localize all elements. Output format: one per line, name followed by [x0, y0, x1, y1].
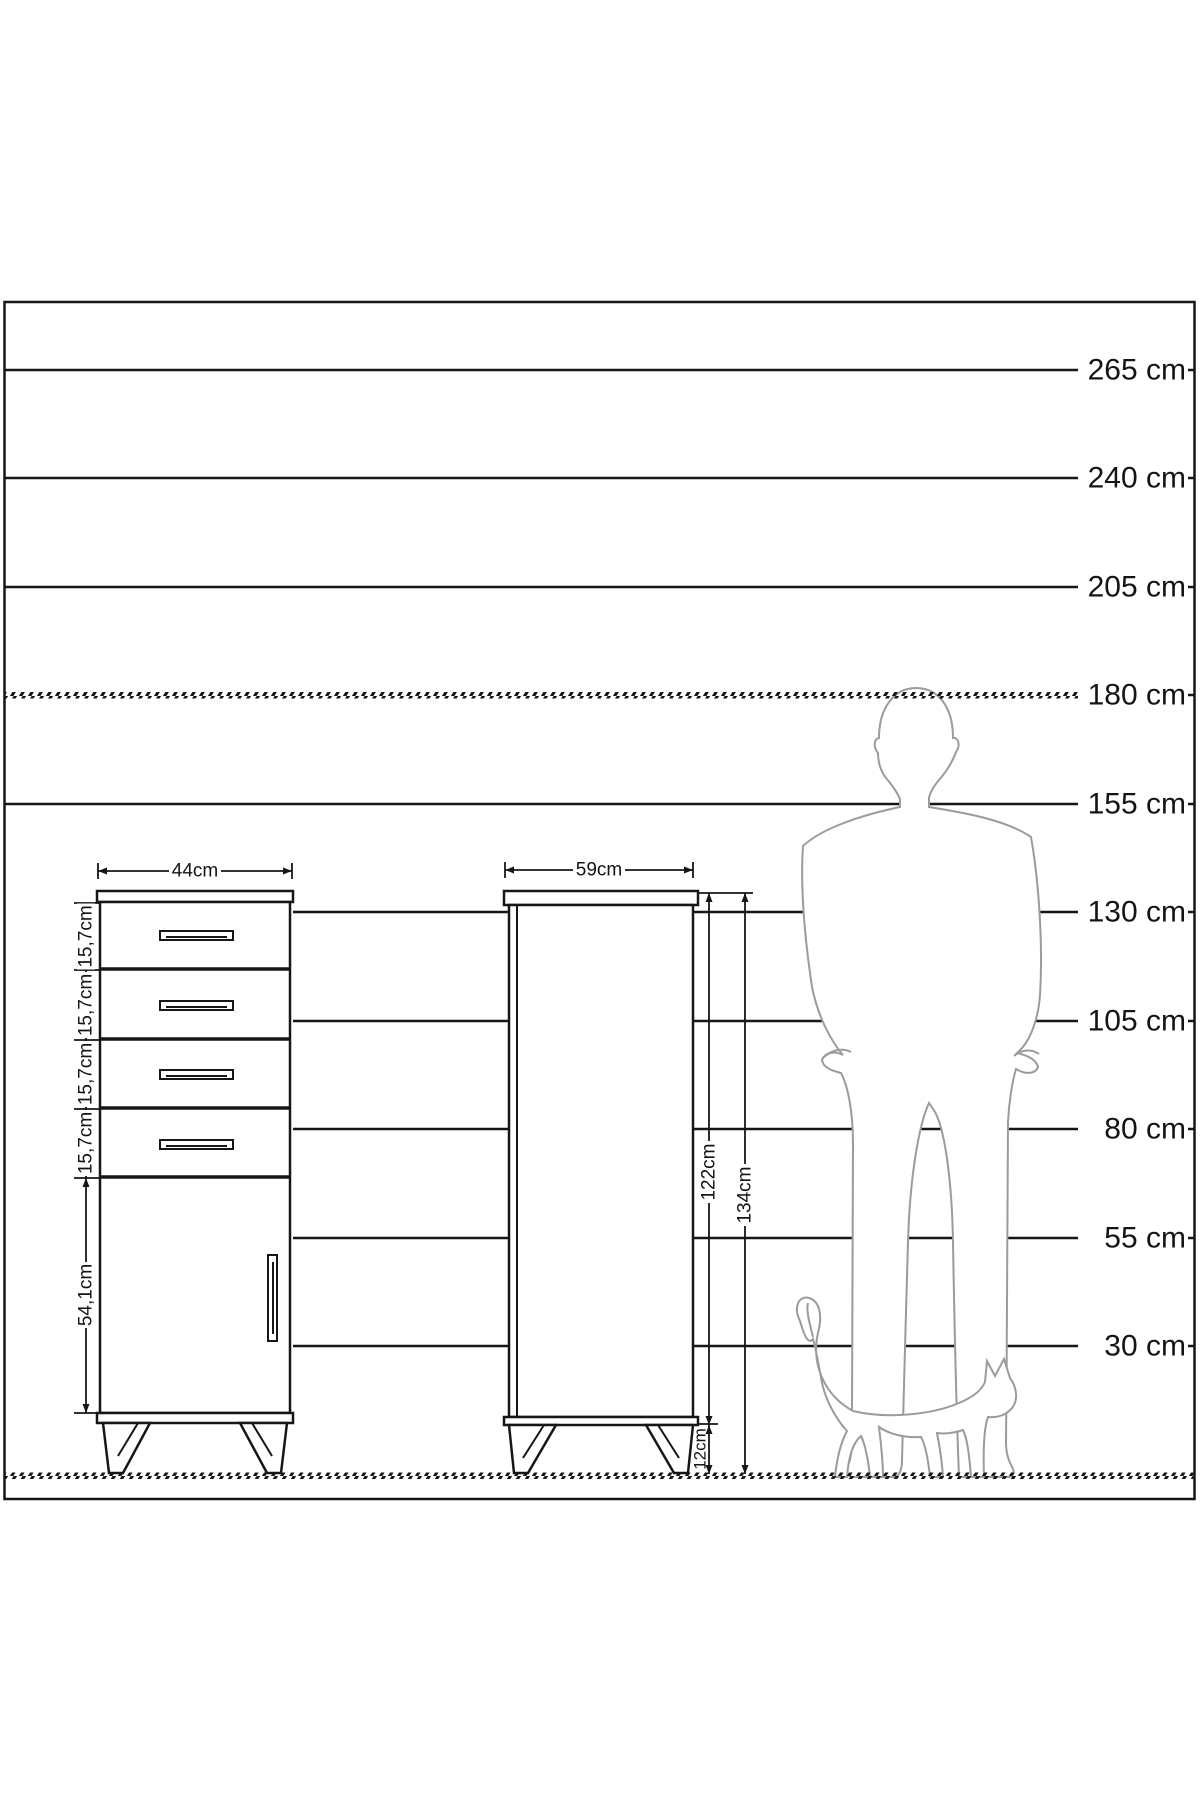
- scale-label-180cm: 180 cm: [1087, 678, 1186, 712]
- scale-label-205cm: 205 cm: [1087, 570, 1186, 604]
- cabinet-leg: [103, 1423, 150, 1473]
- ceiling-180cm-hatched-line: [4, 692, 1078, 699]
- left-cabinet-top-panel: [97, 891, 293, 902]
- scale-label-55cm: 55 cm: [1104, 1221, 1186, 1255]
- ground-hatched-line: [4, 1473, 1194, 1480]
- right-cabinet: [504, 891, 698, 1473]
- dim-right-cabinet-width: [505, 860, 693, 881]
- dim-label-drawer-3: 15,7cm: [75, 1042, 97, 1106]
- left-cabinet-legs: [103, 1423, 287, 1473]
- right-cabinet-body: [509, 905, 693, 1417]
- dim-label-door-54-1cm: 54,1cm: [75, 1263, 97, 1327]
- cabinet-leg: [646, 1425, 693, 1473]
- dim-label-12cm: 12cm: [690, 1428, 710, 1470]
- dim-right-column: [691, 893, 756, 1474]
- right-cabinet-legs: [509, 1425, 693, 1473]
- dim-label-44cm: 44cm: [171, 860, 219, 882]
- dim-label-drawer-1: 15,7cm: [75, 905, 97, 968]
- cabinet-leg: [240, 1423, 287, 1473]
- left-cabinet: [97, 891, 293, 1473]
- scale-label-155cm: 155 cm: [1087, 787, 1186, 821]
- dim-left-column: [74, 903, 100, 1413]
- scale-label-265cm: 265 cm: [1087, 353, 1186, 387]
- dim-left-cabinet-width: [98, 861, 292, 882]
- dim-label-134cm: 134cm: [734, 1166, 756, 1224]
- left-cabinet-base-panel: [97, 1413, 293, 1423]
- dim-label-122cm: 122cm: [698, 1143, 720, 1201]
- dim-label-drawer-4: 15,7cm: [75, 1111, 97, 1175]
- man-silhouette: [802, 688, 1041, 1477]
- scale-label-30cm: 30 cm: [1104, 1329, 1186, 1363]
- scale-label-105cm: 105 cm: [1087, 1004, 1186, 1038]
- scale-labels: [1088, 354, 1194, 1363]
- cabinet-leg: [509, 1425, 556, 1473]
- scale-label-80cm: 80 cm: [1104, 1112, 1186, 1146]
- dim-label-drawer-2: 15,7cm: [75, 973, 97, 1037]
- scale-label-130cm: 130 cm: [1087, 895, 1186, 929]
- man-outline: [802, 688, 1041, 1477]
- dim-label-59cm: 59cm: [575, 859, 623, 881]
- left-cabinet-body: [100, 902, 290, 1413]
- right-cabinet-top-panel: [504, 891, 698, 905]
- scale-label-240cm: 240 cm: [1087, 461, 1186, 495]
